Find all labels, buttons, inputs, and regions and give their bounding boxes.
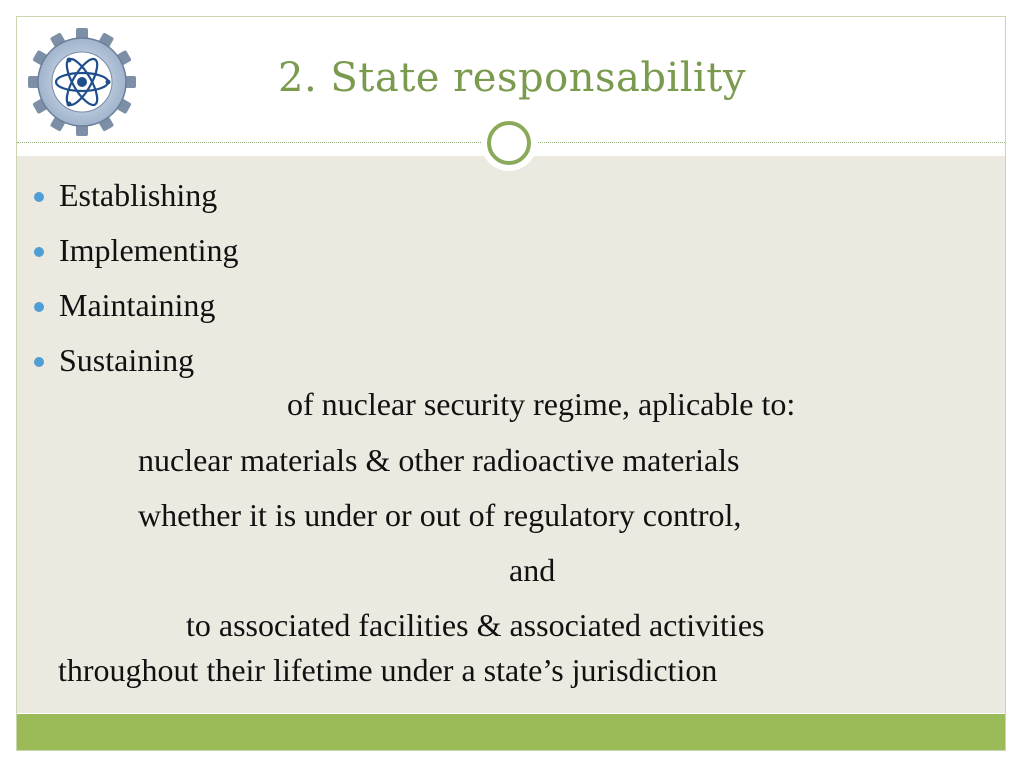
bullet-text: Establishing [59,177,218,213]
bullet-dot-icon [34,192,44,202]
ring-ornament-icon [481,115,537,171]
bullet-item [34,168,239,223]
body-line-regime: of nuclear security regime, aplicable to: [287,386,796,422]
bullet-text: Maintaining [59,287,216,323]
bullet-text: Implementing [59,232,239,268]
body-line-jurisdiction: throughout their lifetime under a state’s jurisdiction [58,652,718,688]
bullet-item [34,223,239,278]
bullet-list [34,168,239,388]
bullet-item [34,278,239,333]
body-line-facilities: to associated facilities & associated activities [186,607,765,643]
bullet-dot-icon [34,302,44,312]
bullet-dot-icon [34,357,44,367]
bullet-dot-icon [34,247,44,257]
bullet-item [34,333,239,388]
body-line-control: whether it is under or out of regulatory control, [138,497,742,533]
bullet-text: Sustaining [59,342,195,378]
footer-band [17,714,1005,750]
slide-title: 2. State responsability [278,55,746,101]
body-line-materials: nuclear materials & other radioactive materials [138,442,740,478]
body-line-and: and [509,552,556,588]
